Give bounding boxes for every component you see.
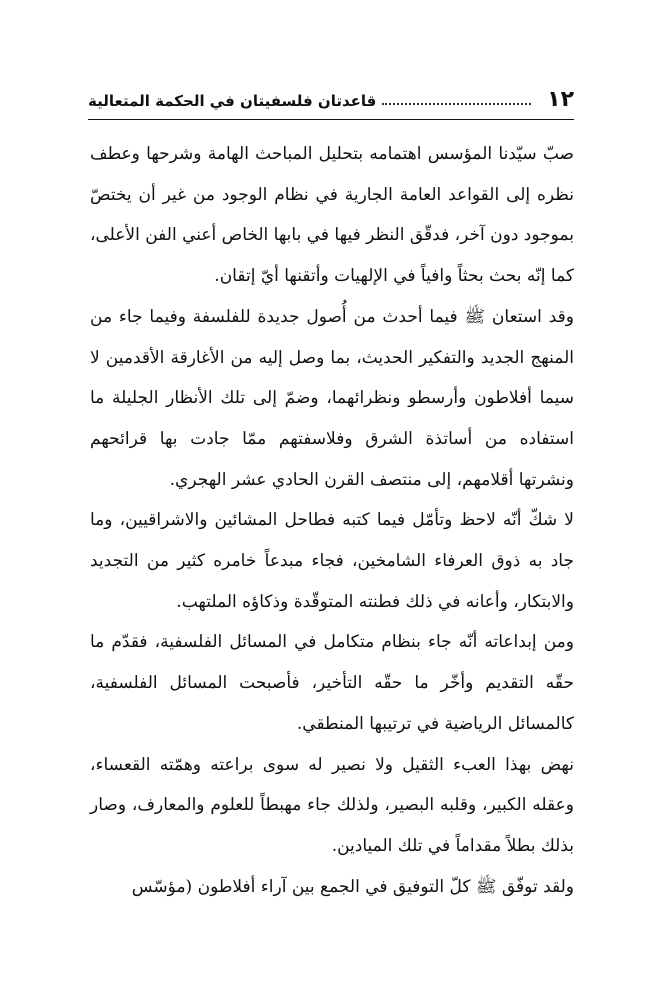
header-dotted-leader: [382, 103, 531, 105]
paragraph: نهض بهذا العبء الثقيل ولا نصير له سوى براعته وهمّته القعساء، وعقله الكبير، وقلبه البصير، ولذلك جاء مهبطاً للعلوم والمعارف، وصار بذلك بطلاً مقداماً في تلك الميادين.: [90, 754, 574, 856]
paragraph: وقد استعان ﷺ فيما أحدث من أُصول جديدة للفلسفة وفيما جاء من المنهج الجديد والتفكير الحديث، بما وصل إليه من الأغارقة الأقدمين لا سيما أفلاطون وأرسطو ونظرائهما، وضمّ إلى تلك الأنظار الجليلة ما استفاده من أساتذة الشرق وفلاسفتهم ممّا جادت بها قرائحهم ونشرتها أقلامهم، إلى منتصف القرن الحادي عشر الهجري.: [90, 306, 574, 490]
paragraph: صبّ سيّدنا المؤسس اهتمامه بتحليل المباحث الهامة وشرحها وعطف نظره إلى القواعد العامة الجارية في نظام الوجود من غير أن يختصّ بموجود دون آخر، فدقّق النظر فيها في بابها الخاص أعني الفن الأعلى، كما إنّه بحث بحثاً وافياً في الإلهيات وأتقنها أيّ إتقان.: [89, 144, 574, 287]
page-header: [88, 82, 574, 112]
header-rule: [88, 119, 574, 120]
running-title: قاعدتان فلسفيتان في الحكمة المتعالية: [88, 92, 377, 110]
paragraph: لا شكّ أنّه لاحظ وتأمّل فيما كتبه فطاحل المشائين والاشراقيين، وما جاد به ذوق العرفاء الشامخين، فجاء مبدعاً خامره كثير من التجديد والابتكار، وأعانه في ذلك فطنته المتوقّدة وذكاؤه الملتهب.: [90, 510, 574, 612]
page-number: ١٢: [547, 87, 574, 112]
paragraph: ولقد توفّق ﷺ كلّ التوفيق في الجمع بين آراء أفلاطون (مؤسّس: [131, 876, 574, 897]
body-text: [90, 134, 574, 907]
paragraph: ومن إبداعاته أنّه جاء بنظام متكامل في المسائل الفلسفية، فقدّم ما حقّه التقديم وأخّر ما حقّه التأخير، فأصبحت المسائل الفلسفية، كالمسائل الرياضية في ترتيبها المنطقي.: [90, 632, 574, 734]
